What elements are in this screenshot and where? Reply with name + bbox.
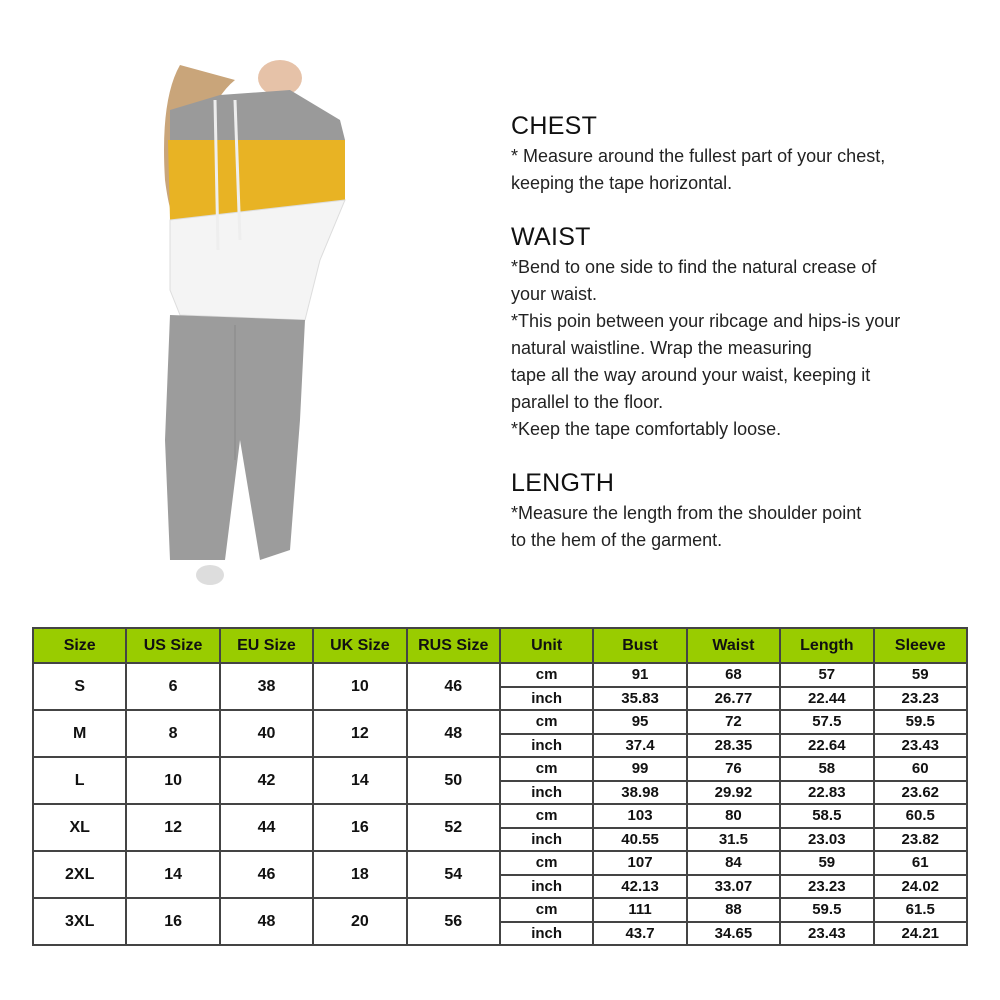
text-line: *This poin between your ribcage and hips-is your bbox=[511, 311, 901, 331]
cell-rus: 52 bbox=[407, 804, 500, 851]
cell-rus: 48 bbox=[407, 710, 500, 757]
cell-cm: cm bbox=[500, 851, 593, 875]
cell-cm: 107 bbox=[593, 851, 686, 875]
cell-rus: 50 bbox=[407, 757, 500, 804]
cell-cm: cm bbox=[500, 804, 593, 828]
text-line: *Measure the length from the shoulder point bbox=[511, 503, 862, 523]
cell-cm: 111 bbox=[593, 898, 686, 922]
text-line: parallel to the floor. bbox=[511, 392, 664, 412]
cell-inch: inch bbox=[500, 828, 593, 852]
cell-inch: inch bbox=[500, 922, 593, 946]
cell-inch: inch bbox=[500, 875, 593, 899]
cell-inch: 42.13 bbox=[593, 875, 686, 899]
text-line: *Bend to one side to find the natural crease of bbox=[511, 257, 877, 277]
cell-cm: 57 bbox=[780, 663, 873, 687]
column-header: Unit bbox=[500, 628, 593, 663]
cell-cm: 99 bbox=[593, 757, 686, 781]
cell-cm: 91 bbox=[593, 663, 686, 687]
text-line: natural waistline. Wrap the measuring bbox=[511, 338, 812, 358]
table-row bbox=[33, 898, 967, 922]
section-text bbox=[511, 254, 971, 443]
cell-cm: 59 bbox=[780, 851, 873, 875]
text-line: your waist. bbox=[511, 284, 598, 304]
cell-uk: 16 bbox=[313, 804, 406, 851]
cell-cm: cm bbox=[500, 710, 593, 734]
cell-cm: 57.5 bbox=[780, 710, 873, 734]
cell-cm: cm bbox=[500, 663, 593, 687]
cell-inch: 23.23 bbox=[874, 687, 967, 711]
cell-inch: inch bbox=[500, 781, 593, 805]
cell-cm: 95 bbox=[593, 710, 686, 734]
section-text bbox=[511, 143, 971, 197]
cell-size: L bbox=[33, 757, 126, 804]
cell-rus: 54 bbox=[407, 851, 500, 898]
column-header: Size bbox=[33, 628, 126, 663]
cell-cm: 80 bbox=[687, 804, 780, 828]
cell-cm: 76 bbox=[687, 757, 780, 781]
table-header-row bbox=[33, 628, 967, 663]
table-row bbox=[33, 851, 967, 875]
model-photo bbox=[140, 60, 360, 600]
cell-inch: 23.23 bbox=[780, 875, 873, 899]
text-line: * Measure around the fullest part of your chest, bbox=[511, 146, 886, 166]
cell-cm: 59.5 bbox=[874, 710, 967, 734]
cell-cm: cm bbox=[500, 898, 593, 922]
size-chart-table bbox=[32, 627, 968, 946]
cell-us: 16 bbox=[126, 898, 219, 945]
cell-inch: 23.82 bbox=[874, 828, 967, 852]
cell-uk: 18 bbox=[313, 851, 406, 898]
cell-inch: 23.43 bbox=[780, 922, 873, 946]
cell-inch: 38.98 bbox=[593, 781, 686, 805]
column-header: RUS Size bbox=[407, 628, 500, 663]
cell-inch: 40.55 bbox=[593, 828, 686, 852]
cell-inch: 28.35 bbox=[687, 734, 780, 758]
cell-inch: 31.5 bbox=[687, 828, 780, 852]
cell-inch: 22.64 bbox=[780, 734, 873, 758]
section-heading: WAIST bbox=[511, 223, 591, 251]
cell-size: M bbox=[33, 710, 126, 757]
cell-inch: 29.92 bbox=[687, 781, 780, 805]
cell-us: 10 bbox=[126, 757, 219, 804]
cell-size: 2XL bbox=[33, 851, 126, 898]
cell-us: 6 bbox=[126, 663, 219, 710]
cell-inch: 22.44 bbox=[780, 687, 873, 711]
cell-inch: 23.43 bbox=[874, 734, 967, 758]
cell-inch: 24.02 bbox=[874, 875, 967, 899]
guide-section-chest bbox=[511, 112, 971, 197]
cell-cm: 60 bbox=[874, 757, 967, 781]
cell-cm: cm bbox=[500, 757, 593, 781]
cell-inch: 24.21 bbox=[874, 922, 967, 946]
column-header: EU Size bbox=[220, 628, 313, 663]
measurement-guide bbox=[511, 112, 971, 580]
column-header: UK Size bbox=[313, 628, 406, 663]
cell-cm: 59 bbox=[874, 663, 967, 687]
section-heading: CHEST bbox=[511, 112, 598, 140]
cell-cm: 61 bbox=[874, 851, 967, 875]
cell-uk: 12 bbox=[313, 710, 406, 757]
cell-inch: 26.77 bbox=[687, 687, 780, 711]
section-text bbox=[511, 500, 971, 554]
column-header: Length bbox=[780, 628, 873, 663]
section-heading: LENGTH bbox=[511, 469, 615, 497]
cell-us: 12 bbox=[126, 804, 219, 851]
cell-cm: 72 bbox=[687, 710, 780, 734]
cell-uk: 14 bbox=[313, 757, 406, 804]
cell-size: 3XL bbox=[33, 898, 126, 945]
cell-cm: 59.5 bbox=[780, 898, 873, 922]
cell-cm: 68 bbox=[687, 663, 780, 687]
cell-inch: inch bbox=[500, 687, 593, 711]
table-row bbox=[33, 804, 967, 828]
cell-eu: 38 bbox=[220, 663, 313, 710]
text-line: tape all the way around your waist, keeping it bbox=[511, 365, 871, 385]
guide-section-length bbox=[511, 469, 971, 554]
table-row bbox=[33, 710, 967, 734]
text-line: to the hem of the garment. bbox=[511, 530, 723, 550]
cell-inch: 23.03 bbox=[780, 828, 873, 852]
cell-inch: 34.65 bbox=[687, 922, 780, 946]
cell-eu: 48 bbox=[220, 898, 313, 945]
cell-inch: 22.83 bbox=[780, 781, 873, 805]
cell-inch: inch bbox=[500, 734, 593, 758]
cell-inch: 35.83 bbox=[593, 687, 686, 711]
cell-rus: 46 bbox=[407, 663, 500, 710]
cell-size: XL bbox=[33, 804, 126, 851]
cell-size: S bbox=[33, 663, 126, 710]
cell-us: 8 bbox=[126, 710, 219, 757]
cell-uk: 20 bbox=[313, 898, 406, 945]
cell-uk: 10 bbox=[313, 663, 406, 710]
guide-section-waist bbox=[511, 223, 971, 443]
column-header: Waist bbox=[687, 628, 780, 663]
cell-cm: 84 bbox=[687, 851, 780, 875]
cell-cm: 103 bbox=[593, 804, 686, 828]
cell-inch: 43.7 bbox=[593, 922, 686, 946]
cell-rus: 56 bbox=[407, 898, 500, 945]
column-header: US Size bbox=[126, 628, 219, 663]
cell-us: 14 bbox=[126, 851, 219, 898]
text-line: keeping the tape horizontal. bbox=[511, 173, 733, 193]
cell-eu: 40 bbox=[220, 710, 313, 757]
cell-cm: 61.5 bbox=[874, 898, 967, 922]
cell-inch: 33.07 bbox=[687, 875, 780, 899]
cell-inch: 23.62 bbox=[874, 781, 967, 805]
table-row bbox=[33, 663, 967, 687]
table-row bbox=[33, 757, 967, 781]
cell-eu: 46 bbox=[220, 851, 313, 898]
cell-cm: 60.5 bbox=[874, 804, 967, 828]
column-header: Sleeve bbox=[874, 628, 967, 663]
cell-cm: 58.5 bbox=[780, 804, 873, 828]
cell-eu: 42 bbox=[220, 757, 313, 804]
text-line: *Keep the tape comfortably loose. bbox=[511, 419, 782, 439]
cell-cm: 58 bbox=[780, 757, 873, 781]
cell-eu: 44 bbox=[220, 804, 313, 851]
cell-inch: 37.4 bbox=[593, 734, 686, 758]
cell-cm: 88 bbox=[687, 898, 780, 922]
column-header: Bust bbox=[593, 628, 686, 663]
